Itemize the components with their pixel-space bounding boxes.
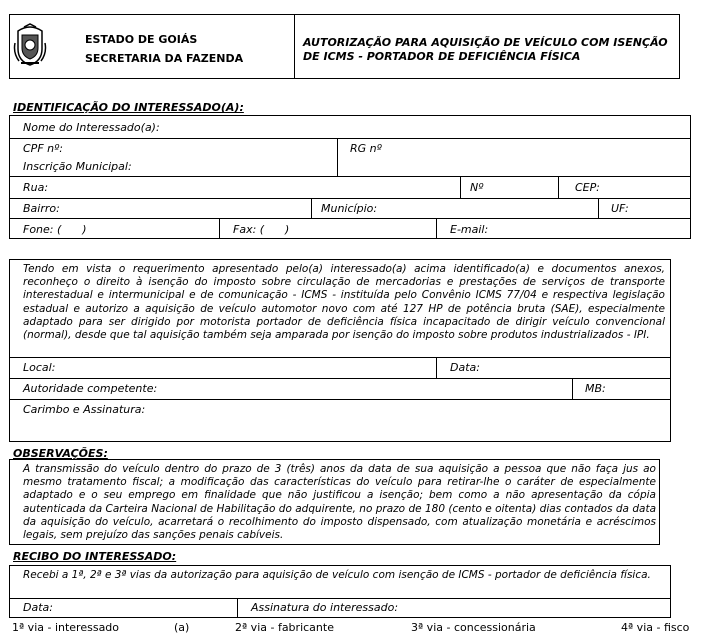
receipt-date-field[interactable]: Data:	[23, 601, 53, 614]
receipt-text: Recebi a 1ª, 2ª e 3ª vias da autorização para aquisição de veículo com isenção de ICMS - portador de deficiência física.	[23, 569, 651, 581]
authorization-text: Tendo em vista o requerimento apresentado pelo(a) interessado(a) acima identificado(a) e documentos anexos, reconheço o direito à isenção do imposto sobre circulação de mercadorias e prestações de serviços de transporte interestadual e intermunicipal e de comunicação - ICMS - instituída pelo Convênio ICMS 77/04 e respectiva legislação estadual e autorizo a aquisição de veículo automotor novo com até 127 HP de potência bruta (SAE), especialmente adaptado para ser dirigido por motorista portador de deficiência física incapacitado de dirigir veículo convencional (normal), desde que tal aquisição também seja amparada por isenção do imposto sobre produtos industrializados - IPI.	[23, 263, 665, 342]
coat-of-arms-icon	[13, 23, 47, 67]
identification-title: IDENTIFICAÇÃO DO INTERESSADO(A):	[13, 101, 244, 114]
state-name: ESTADO DE GOIÁS	[85, 33, 198, 46]
uf-field[interactable]: UF:	[611, 202, 629, 215]
form-title-line1: AUTORIZAÇÃO PARA AQUISIÇÃO DE VEÍCULO COM ISENÇÃO	[303, 36, 668, 49]
receipt-signature-field[interactable]: Assinatura do interessado:	[251, 601, 399, 614]
stamp-signature-field[interactable]: Carimbo e Assinatura:	[23, 403, 146, 416]
footer-via3: 3ª via - concessionária	[411, 621, 536, 634]
city-field[interactable]: Município:	[321, 202, 378, 215]
district-field[interactable]: Bairro:	[23, 202, 60, 215]
date-field[interactable]: Data:	[450, 361, 480, 374]
footer-via2: 2ª via - fabricante	[235, 621, 334, 634]
authorization-box	[9, 259, 671, 442]
identification-box	[9, 115, 691, 239]
receipt-box	[9, 565, 671, 618]
header-box	[9, 14, 680, 79]
observations-title: OBSERVAÇÕES:	[13, 447, 108, 460]
footer-via4: 4ª via - fisco	[621, 621, 690, 634]
receipt-title: RECIBO DO INTERESSADO:	[13, 550, 177, 563]
rg-field[interactable]: RG nº	[350, 142, 382, 155]
mb-field[interactable]: MB:	[585, 382, 606, 395]
cpf-field[interactable]: CPF nº:	[23, 142, 63, 155]
cep-field[interactable]: CEP:	[575, 181, 600, 194]
fax-field[interactable]: Fax: ( )	[233, 223, 290, 236]
email-field[interactable]: E-mail:	[450, 223, 489, 236]
observations-box	[9, 459, 660, 545]
street-field[interactable]: Rua:	[23, 181, 49, 194]
municipal-registration-field[interactable]: Inscrição Municipal:	[23, 160, 132, 173]
number-field[interactable]: Nº	[470, 181, 484, 194]
form-title-line2: DE ICMS - PORTADOR DE DEFICIÊNCIA FÍSICA	[303, 50, 581, 63]
header-divider	[294, 15, 295, 78]
department-name: SECRETARIA DA FAZENDA	[85, 52, 244, 65]
place-field[interactable]: Local:	[23, 361, 56, 374]
observations-text: A transmissão do veículo dentro do prazo de 3 (três) anos da data de sua aquisição a pessoa que não faça jus ao mesmo tratamento fiscal; a modificação das características do veículo para retirar-lhe o caráter de especialmente adaptado e o seu emprego em finalidade que não justificou a isenção; bem como a não apresentação da cópia autenticada da Carteira Nacional de Habilitação do adquirente, no prazo de 180 (cento e oitenta) dias contados da data da aquisição do veículo, acarretará o recolhimento do imposto dispensado, com atualização monetária e acréscimos legais, sem prejuízo das sanções penais cabíveis.	[23, 463, 656, 542]
authority-field[interactable]: Autoridade competente:	[23, 382, 158, 395]
name-field[interactable]: Nome do Interessado(a):	[23, 121, 160, 134]
footer-via1: 1ª via - interessado	[12, 621, 120, 634]
phone-field[interactable]: Fone: ( )	[23, 223, 87, 236]
footer-via1-suffix: (a)	[174, 621, 190, 634]
